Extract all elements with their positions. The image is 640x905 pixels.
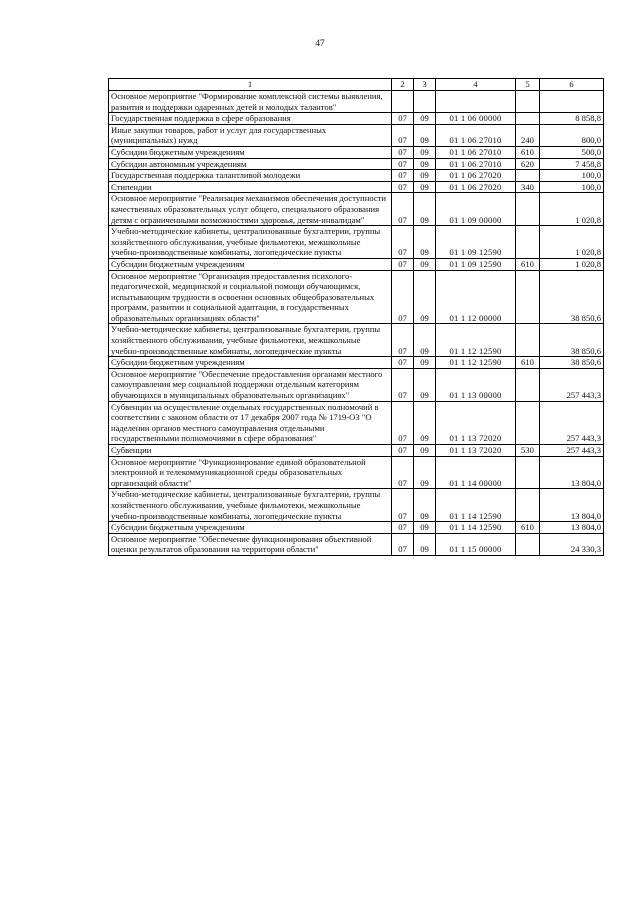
table-row — [109, 456, 604, 489]
table-row — [109, 357, 604, 369]
row-section-cell: 07 — [392, 445, 414, 457]
row-subsection-cell: 09 — [414, 445, 436, 457]
row-section-cell: 07 — [392, 357, 414, 369]
row-amount-cell: 7 458,8 — [540, 158, 604, 170]
table-row — [109, 533, 604, 555]
row-amount-cell: 38 850,6 — [540, 357, 604, 369]
row-amount-cell: 13 804,0 — [540, 456, 604, 489]
row-subsection-cell: 09 — [414, 401, 436, 444]
header-expense-type: 5 — [516, 79, 540, 91]
row-amount-cell: 38 850,6 — [540, 270, 604, 324]
row-section-cell: 07 — [392, 113, 414, 125]
row-amount-cell: 13 804,0 — [540, 522, 604, 534]
row-amount-cell: 13 804,0 — [540, 489, 604, 522]
row-subsection-cell: 09 — [414, 368, 436, 401]
row-amount-cell: 1 020,8 — [540, 193, 604, 226]
row-section-cell: 07 — [392, 533, 414, 555]
row-amount-cell: 800,0 — [540, 124, 604, 146]
row-section-cell: 07 — [392, 193, 414, 226]
row-expense-type-cell — [516, 226, 540, 259]
table-row — [109, 170, 604, 182]
row-target-article-cell: 01 1 09 00000 — [436, 193, 516, 226]
row-subsection-cell: 09 — [414, 258, 436, 270]
row-name-cell: Субсидии бюджетным учреждениям — [109, 146, 392, 158]
row-section-cell: 07 — [392, 181, 414, 193]
row-amount-cell: 8 858,8 — [540, 113, 604, 125]
row-target-article-cell: 01 1 06 27010 — [436, 158, 516, 170]
row-subsection-cell: 09 — [414, 158, 436, 170]
row-name-cell: Основное мероприятие "Формирование комплексной системы выявления, развития и поддержки одаренных детей и молодых талантов" — [109, 91, 392, 113]
row-amount-cell: 1 020,8 — [540, 226, 604, 259]
row-target-article-cell: 01 1 12 12590 — [436, 324, 516, 357]
row-name-cell: Стипендии — [109, 181, 392, 193]
row-subsection-cell: 09 — [414, 181, 436, 193]
budget-table — [108, 78, 604, 556]
row-expense-type-cell — [516, 456, 540, 489]
table-row — [109, 146, 604, 158]
row-name-cell: Основное мероприятие "Реализация механизмов обеспечения доступности качественных образовательных услуг общего, специального образования детям с ограниченными возможностями здоровья, детям-инвалидам" — [109, 193, 392, 226]
row-subsection-cell: 09 — [414, 489, 436, 522]
table-row — [109, 124, 604, 146]
row-name-cell: Основное мероприятие "Организация предоставления психолого-педагогической, медицинской и социальной помощи обучающимся, испытывающим трудности в освоении основных общеобразовательных программ, развитии и социальной адаптации, в государственных образовательных организациях области" — [109, 270, 392, 324]
row-amount-cell: 100,0 — [540, 181, 604, 193]
row-subsection-cell: 09 — [414, 533, 436, 555]
table-row — [109, 401, 604, 444]
row-name-cell: Государственная поддержка талантливой молодежи — [109, 170, 392, 182]
row-subsection-cell — [414, 91, 436, 113]
row-amount-cell: 100,0 — [540, 170, 604, 182]
row-target-article-cell: 01 1 13 00000 — [436, 368, 516, 401]
row-subsection-cell: 09 — [414, 170, 436, 182]
row-subsection-cell: 09 — [414, 146, 436, 158]
row-target-article-cell — [436, 91, 516, 113]
row-section-cell: 07 — [392, 489, 414, 522]
table-row — [109, 445, 604, 457]
header-section: 2 — [392, 79, 414, 91]
row-section-cell: 07 — [392, 270, 414, 324]
row-expense-type-cell — [516, 368, 540, 401]
table-row — [109, 324, 604, 357]
row-amount-cell: 257 443,3 — [540, 368, 604, 401]
table-row — [109, 368, 604, 401]
row-expense-type-cell — [516, 170, 540, 182]
row-target-article-cell: 01 1 14 12590 — [436, 489, 516, 522]
row-subsection-cell: 09 — [414, 124, 436, 146]
page-number: 47 — [315, 38, 325, 48]
row-target-article-cell: 01 1 15 00000 — [436, 533, 516, 555]
row-name-cell: Субвенции на осуществление отдельных государственных полномочий в соответствии с законом области от 17 декабря 2007 года № 1719-ОЗ "О наделении органов местного самоуправления отдельными государственными полномочиями в сфере образования" — [109, 401, 392, 444]
row-subsection-cell: 09 — [414, 270, 436, 324]
header-subsection: 3 — [414, 79, 436, 91]
row-section-cell: 07 — [392, 124, 414, 146]
row-target-article-cell: 01 1 06 00000 — [436, 113, 516, 125]
row-name-cell: Субсидии бюджетным учреждениям — [109, 522, 392, 534]
row-expense-type-cell: 530 — [516, 445, 540, 457]
row-expense-type-cell — [516, 401, 540, 444]
row-name-cell: Иные закупки товаров, работ и услуг для государственных (муниципальных) нужд — [109, 124, 392, 146]
header-amount: 6 — [540, 79, 604, 91]
row-target-article-cell: 01 1 09 12590 — [436, 226, 516, 259]
row-section-cell: 07 — [392, 226, 414, 259]
row-name-cell: Государственная поддержка в сфере образования — [109, 113, 392, 125]
row-expense-type-cell — [516, 489, 540, 522]
row-target-article-cell: 01 1 14 00000 — [436, 456, 516, 489]
row-expense-type-cell: 610 — [516, 146, 540, 158]
row-expense-type-cell: 610 — [516, 357, 540, 369]
row-expense-type-cell — [516, 270, 540, 324]
table-row — [109, 91, 604, 113]
row-subsection-cell: 09 — [414, 193, 436, 226]
row-target-article-cell: 01 1 12 00000 — [436, 270, 516, 324]
row-section-cell: 07 — [392, 456, 414, 489]
row-expense-type-cell: 610 — [516, 522, 540, 534]
table-row — [109, 113, 604, 125]
table-row — [109, 193, 604, 226]
table-row — [109, 181, 604, 193]
row-amount-cell — [540, 91, 604, 113]
row-name-cell: Основное мероприятие "Функционирование единой образовательной электронной и телекоммуникационной среды образовательных организаций области" — [109, 456, 392, 489]
row-amount-cell: 500,0 — [540, 146, 604, 158]
row-name-cell: Субвенции — [109, 445, 392, 457]
row-name-cell: Учебно-методические кабинеты, централизованные бухгалтерии, группы хозяйственного обслуживания, учебные фильмотеки, межшкольные учебно-производственные комбинаты, логопедические пункты — [109, 489, 392, 522]
row-section-cell: 07 — [392, 170, 414, 182]
row-expense-type-cell — [516, 91, 540, 113]
row-amount-cell: 257 443,3 — [540, 445, 604, 457]
row-target-article-cell: 01 1 09 12590 — [436, 258, 516, 270]
row-section-cell: 07 — [392, 146, 414, 158]
row-expense-type-cell — [516, 324, 540, 357]
row-target-article-cell: 01 1 14 12590 — [436, 522, 516, 534]
row-name-cell: Основное мероприятие "Обеспечение предоставления органами местного самоуправления мер социальной поддержки отдельным категориям обучающихся в муниципальных образовательных организациях" — [109, 368, 392, 401]
row-name-cell: Учебно-методические кабинеты, централизованные бухгалтерии, группы хозяйственного обслуживания, учебные фильмотеки, межшкольные учебно-производственные комбинаты, логопедические пункты — [109, 226, 392, 259]
table-row — [109, 158, 604, 170]
row-target-article-cell: 01 1 06 27010 — [436, 124, 516, 146]
table-row — [109, 489, 604, 522]
row-subsection-cell: 09 — [414, 357, 436, 369]
table-body — [109, 91, 604, 556]
row-expense-type-cell: 610 — [516, 258, 540, 270]
row-expense-type-cell — [516, 113, 540, 125]
header-name: 1 — [109, 79, 392, 91]
row-section-cell: 07 — [392, 258, 414, 270]
row-expense-type-cell: 240 — [516, 124, 540, 146]
row-name-cell: Субсидии бюджетным учреждениям — [109, 258, 392, 270]
table-row — [109, 270, 604, 324]
row-target-article-cell: 01 1 06 27020 — [436, 181, 516, 193]
row-section-cell: 07 — [392, 368, 414, 401]
row-name-cell: Субсидии бюджетным учреждениям — [109, 357, 392, 369]
row-amount-cell: 24 330,3 — [540, 533, 604, 555]
row-expense-type-cell: 620 — [516, 158, 540, 170]
row-expense-type-cell — [516, 533, 540, 555]
row-name-cell: Основное мероприятие "Обеспечение функционирования объективной оценки результатов образования на территории области" — [109, 533, 392, 555]
header-target-article: 4 — [436, 79, 516, 91]
row-subsection-cell: 09 — [414, 226, 436, 259]
row-target-article-cell: 01 1 06 27020 — [436, 170, 516, 182]
row-name-cell: Субсидии автономным учреждениям — [109, 158, 392, 170]
row-subsection-cell: 09 — [414, 456, 436, 489]
table-header-row — [109, 79, 604, 91]
table-row — [109, 226, 604, 259]
row-expense-type-cell — [516, 193, 540, 226]
row-section-cell: 07 — [392, 324, 414, 357]
row-expense-type-cell: 340 — [516, 181, 540, 193]
row-target-article-cell: 01 1 06 27010 — [436, 146, 516, 158]
row-subsection-cell: 09 — [414, 522, 436, 534]
row-section-cell: 07 — [392, 158, 414, 170]
row-target-article-cell: 01 1 12 12590 — [436, 357, 516, 369]
table-row — [109, 522, 604, 534]
row-target-article-cell: 01 1 13 72020 — [436, 445, 516, 457]
table-row — [109, 258, 604, 270]
row-name-cell: Учебно-методические кабинеты, централизованные бухгалтерии, группы хозяйственного обслуживания, учебные фильмотеки, межшкольные учебно-производственные комбинаты, логопедические пункты — [109, 324, 392, 357]
row-target-article-cell: 01 1 13 72020 — [436, 401, 516, 444]
row-section-cell: 07 — [392, 522, 414, 534]
row-amount-cell: 38 850,6 — [540, 324, 604, 357]
row-subsection-cell: 09 — [414, 113, 436, 125]
row-section-cell: 07 — [392, 401, 414, 444]
row-section-cell — [392, 91, 414, 113]
row-amount-cell: 257 443,3 — [540, 401, 604, 444]
row-subsection-cell: 09 — [414, 324, 436, 357]
row-amount-cell: 1 020,8 — [540, 258, 604, 270]
